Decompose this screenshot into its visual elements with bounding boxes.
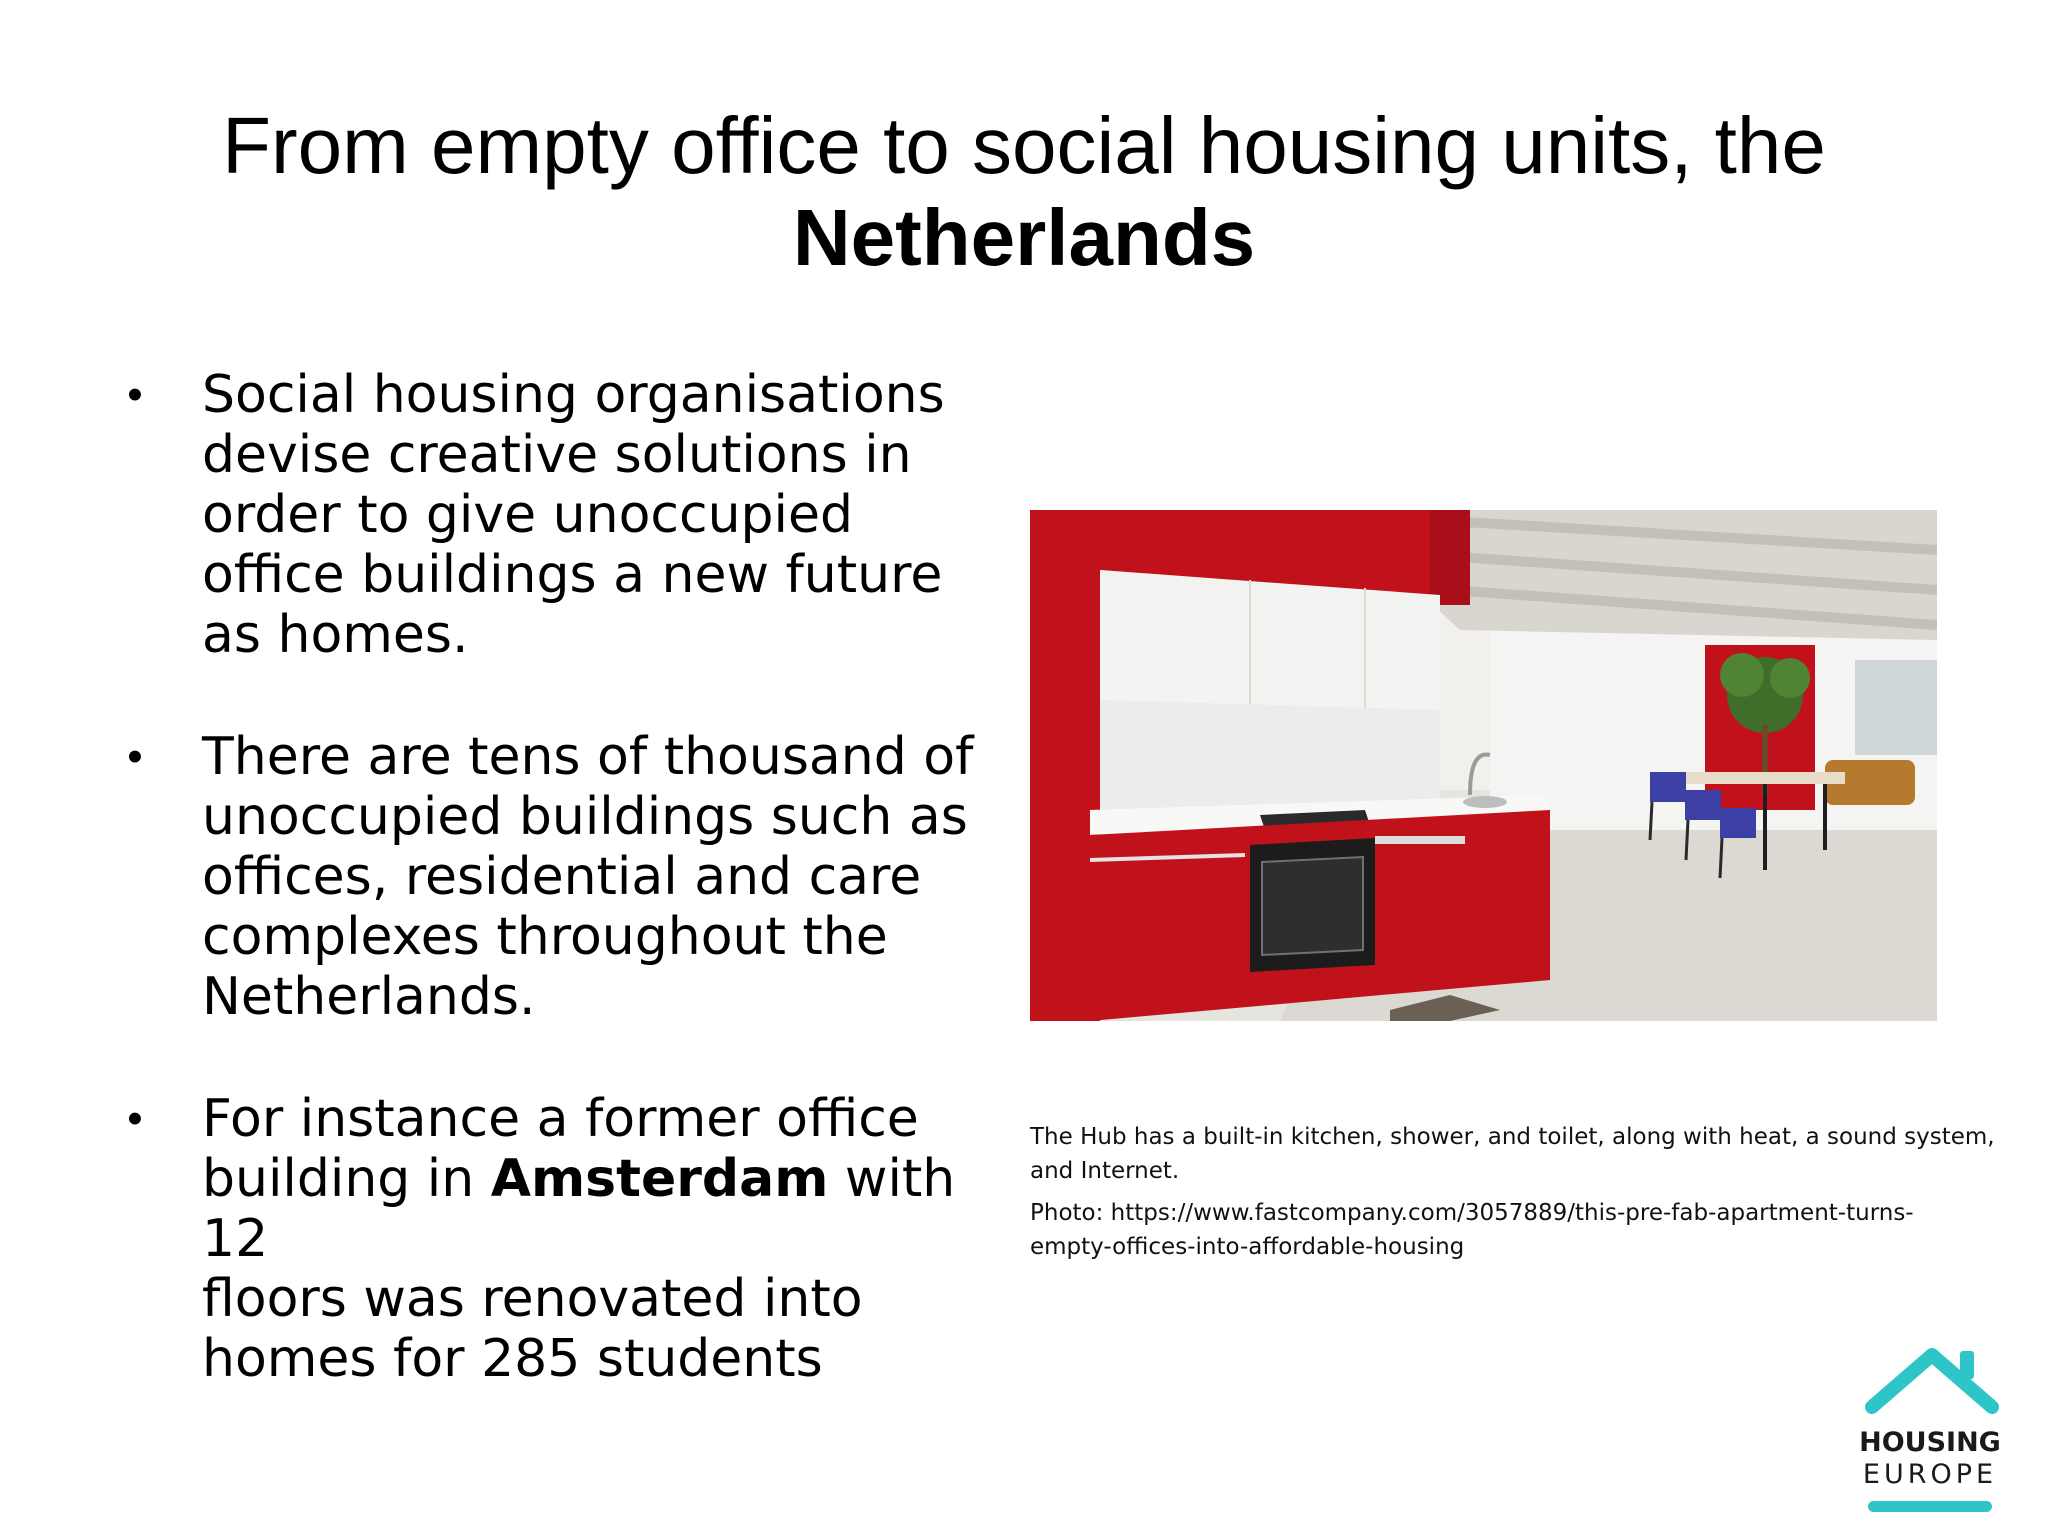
caption-line: empty-offices-into-affordable-housing — [1030, 1234, 1465, 1260]
photo-caption — [1030, 1120, 2010, 1272]
bullet-line: offices, residential and care — [202, 847, 922, 907]
bullet-line: For instance a former office — [202, 1089, 919, 1149]
bullet-line: order to give unoccupied — [202, 485, 853, 545]
bullet-line: floors was renovated into — [202, 1269, 863, 1329]
bullet-text: building in — [202, 1149, 491, 1209]
bullet-dot: • — [127, 732, 143, 781]
caption-description — [1030, 1120, 2010, 1188]
caption-line: Photo: https://www.fastcompany.com/3057889/this-pre-fab-apartment-turns- — [1030, 1200, 1914, 1226]
bullet-line: unoccupied buildings such as — [202, 787, 968, 847]
slide-title — [0, 100, 2048, 284]
caption-line: and Internet. — [1030, 1158, 1180, 1184]
caption-line: The Hub has a built-in kitchen, shower, and toilet, along with heat, a sound system, — [1030, 1124, 1995, 1150]
title-line-1: From empty office to social housing units, the — [222, 101, 1826, 190]
bullet-text: with 12 — [202, 1149, 956, 1269]
logo-word-housing: HOUSING — [1859, 1427, 2001, 1458]
title-line-2: Netherlands — [792, 193, 1256, 282]
housing-europe-logo — [1858, 1345, 2008, 1520]
bullet-line: as homes. — [202, 605, 469, 665]
bullet-list — [120, 365, 1020, 1389]
logo-underline — [1868, 1501, 1992, 1512]
bullet-line: office buildings a new future — [202, 545, 943, 605]
bullet-line: Netherlands. — [202, 967, 536, 1027]
caption-source — [1030, 1196, 2010, 1264]
bullet-dot: • — [127, 1094, 143, 1143]
bullet-line: complexes throughout the — [202, 907, 888, 967]
bullet-line: devise creative solutions in — [202, 425, 912, 485]
house-roof-icon — [1864, 1345, 2000, 1415]
bullet-line: Social housing organisations — [202, 365, 945, 425]
bullet-line: homes for 285 students — [202, 1329, 823, 1389]
bullet-line — [202, 1149, 1020, 1269]
bullet-item — [120, 1089, 1020, 1389]
bold-city: Amsterdam — [490, 1149, 829, 1209]
bullet-item — [120, 727, 1020, 1027]
bullet-item — [120, 365, 1020, 665]
bullet-dot: • — [127, 370, 143, 419]
kitchen-photo — [1030, 510, 1937, 1021]
bullet-line: There are tens of thousand of — [202, 727, 974, 787]
logo-word-europe: EUROPE — [1862, 1459, 1998, 1490]
